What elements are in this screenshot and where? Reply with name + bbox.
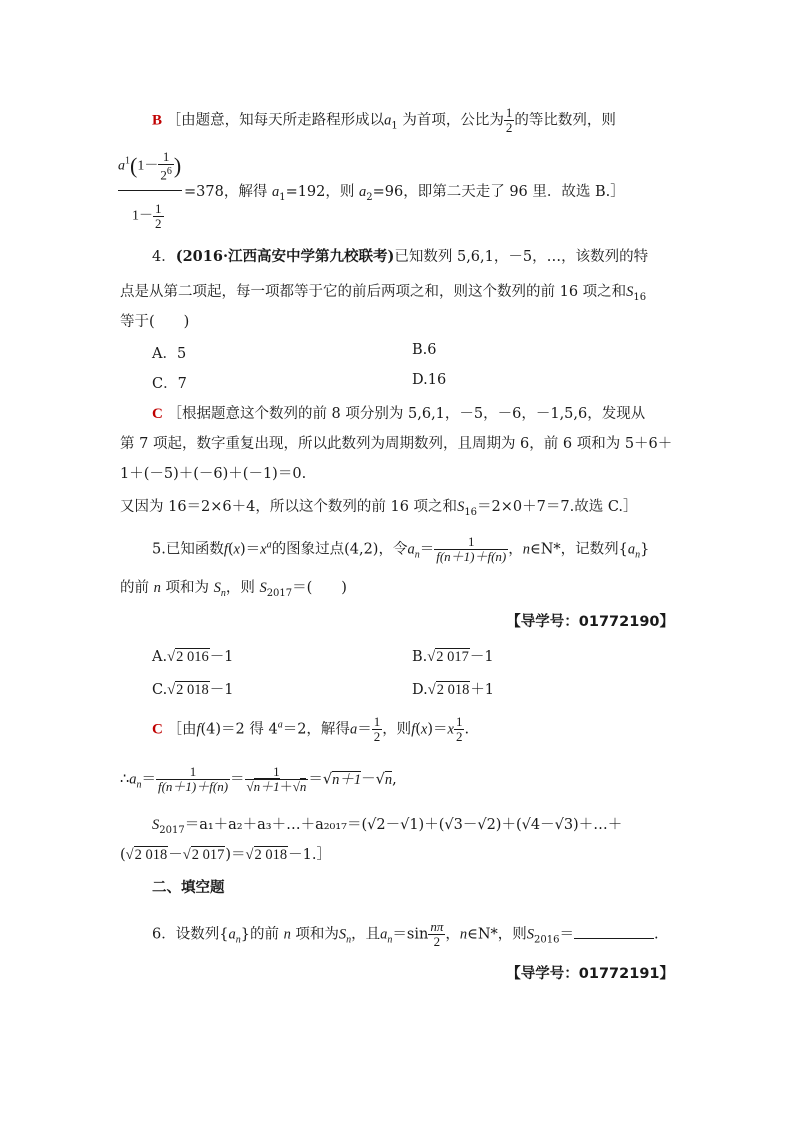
answer5-line4: (√2 018－√2 017)＝√2 018－1.］ bbox=[120, 847, 331, 863]
question5-line2: 的前 n 项和为 $S_n$，则 $S_{2017}=$( ) bbox=[120, 580, 347, 599]
answer4-line4: 又因为 16＝2×6＋4，所以这个数列的前 16 项之和$S_{16}=2\times 0+7=7$.故选 C.］ bbox=[120, 499, 638, 518]
ratio-fraction: $\frac{1}{2}$ bbox=[505, 105, 513, 135]
answer5-line1: C ［由f(4)＝2 得 $4^a=2$，解得a＝ $\frac{1}{2}$ ，则f(x)＝x $\frac{1}{2}$ . bbox=[152, 714, 470, 744]
question4-line2: 点是从第二项起，每一项都等于它的前后两项之和，则这个数列的前 16 项之和$S_{16}$ bbox=[120, 284, 647, 303]
q4-option-b[interactable]: B.6 bbox=[412, 342, 437, 358]
guide-number-1: 【导学号：01772190】 bbox=[506, 614, 674, 630]
question5-line1: 5.已知函数$f(x)=x^a$的图象过点(4,2)，令$a_n=$ $\frac{1}{f(n+1)+f(n)}$ ，n∈N*，记数列$\{a_n\}$ bbox=[152, 534, 650, 564]
answer4-line1: C ［根据题意这个数列的前 8 项分别为 5,6,1，－5，－6，－1,5,6，发现从 bbox=[152, 406, 646, 422]
q5-option-b[interactable]: B.√2 017－1 bbox=[412, 649, 494, 665]
q4-option-c[interactable]: C．7 bbox=[152, 376, 187, 392]
answer-blank[interactable] bbox=[574, 924, 654, 939]
q5-option-a[interactable]: A.√2 016－1 bbox=[152, 649, 234, 665]
answer-letter: C bbox=[152, 406, 163, 422]
answer5-line2: $\therefore a_n=$ $\frac{1}{f(n+1)+f(n)}$ ＝ $\frac{1}{√n+1+√n}$ ＝√n＋1－√n, bbox=[120, 764, 397, 794]
question6-line1: 6．设数列$\{a_n\}$的前 n 项和为$S_n$，且$a_n=\sin$ $\frac{n\pi}{2}$ ，n∈N*，则$S_{2016}=$ . bbox=[152, 919, 659, 949]
q4-option-d[interactable]: D.16 bbox=[412, 372, 447, 388]
section-title: 二、填空题 bbox=[152, 880, 225, 896]
q5-option-d[interactable]: D.√2 018＋1 bbox=[412, 682, 495, 698]
answer-letter: B bbox=[152, 112, 163, 129]
question4-line3: 等于( ) bbox=[120, 314, 190, 330]
answer3-line2: =378，解得 $a_1=192$，则 $a_2=96$，即第二天走了 96 里．故选 B.］ bbox=[184, 184, 625, 203]
guide-number-2: 【导学号：01772191】 bbox=[506, 966, 674, 982]
answer5-line3: $S_{2017}=a_1+a_2+a_3+\dots+a_{2017}=(√2-√1)+(√3-√2)+(√4-√3)+\dots+$ bbox=[152, 817, 623, 836]
q4-option-a[interactable]: A．5 bbox=[152, 346, 187, 362]
answer4-line3: 1＋(－5)＋(－6)＋(－1)＝0. bbox=[120, 466, 307, 482]
answer-letter: C bbox=[152, 721, 163, 738]
q5-option-c[interactable]: C.√2 018－1 bbox=[152, 682, 234, 698]
question4-line1: 4．(2016·江西高安中学第九校联考)已知数列 5,6,1，－5，…，该数列的特 bbox=[152, 248, 649, 265]
answer4-line2: 第 7 项起，数字重复出现，所以此数列为周期数列，且周期为 6，前 6 项和为 5＋6＋ bbox=[120, 436, 673, 452]
q5-an-fraction: $\frac{1}{f(n+1)+f(n)}$ bbox=[436, 534, 507, 564]
answer3-line1: B ［由题意，知每天所走路程形成以$a_1$ 为首项，公比为 $\frac{1}{2}$ 的等比数列，则 bbox=[152, 105, 616, 135]
